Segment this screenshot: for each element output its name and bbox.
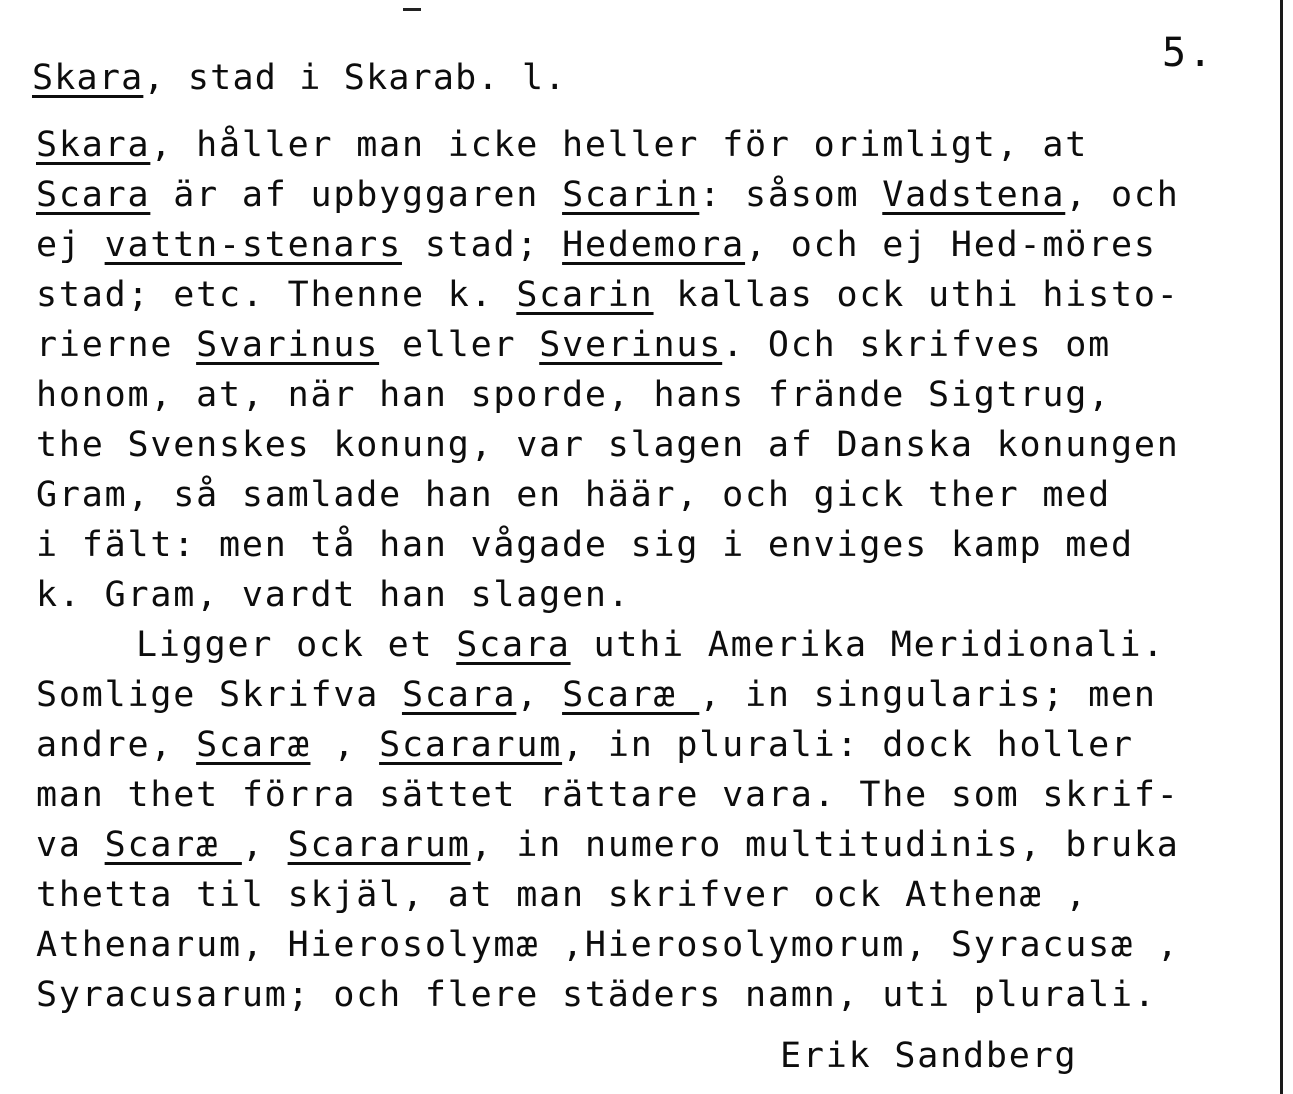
text-line: [36, 420, 1281, 470]
underlined-name: Scara: [456, 625, 571, 665]
text-line: [36, 270, 1281, 320]
text-segment: the Svenskes konung, var slagen af Danska konungen: [36, 425, 1180, 465]
text-segment: Ligger ock et: [136, 625, 457, 665]
underlined-name: Hedemora: [562, 225, 746, 265]
text-segment: , in numero multitudinis, bruka: [470, 825, 1180, 865]
underlined-name: Scararum: [287, 825, 471, 865]
text-segment: Athenarum, Hierosolymæ ,Hierosolymorum, Syracusæ ,: [36, 925, 1180, 965]
underlined-name: vattn-stenars: [104, 225, 402, 265]
underlined-name: Scaræ: [196, 725, 311, 765]
scan-speck: [403, 8, 421, 11]
underlined-name: Skara: [36, 125, 151, 165]
text-segment: stad;: [401, 225, 563, 265]
underlined-name: Scarin: [562, 175, 700, 215]
text-line: [36, 120, 1281, 170]
underlined-name: Svarinus: [196, 325, 380, 365]
text-line: [36, 220, 1281, 270]
text-segment: är af upbyggaren: [150, 175, 563, 215]
underlined-name: Vadstena: [882, 175, 1066, 215]
text-segment: eller: [379, 325, 540, 365]
underlined-name: Scara: [36, 175, 151, 215]
text-line: [36, 470, 1281, 520]
text-segment: , och ej Hed-möres: [745, 225, 1157, 265]
text-line: [36, 570, 1281, 620]
text-segment: stad; etc. Thenne k.: [36, 275, 517, 315]
text-segment: uthi Amerika Meridionali.: [570, 625, 1166, 665]
text-line: [36, 670, 1281, 720]
signature: Erik Sandberg: [780, 1036, 1078, 1076]
text-segment: kallas ock uthi histo-: [653, 275, 1180, 315]
text-segment: i fält: men tå han vågade sig i enviges kamp med: [36, 525, 1134, 565]
underlined-name: Scarin: [516, 275, 654, 315]
title-rest: , stad i Skarab. l.: [143, 58, 567, 98]
text-line: [36, 720, 1281, 770]
page-number: 5.: [1162, 30, 1215, 76]
text-segment: ,: [310, 725, 380, 765]
text-segment: Syracusarum; och flere städers namn, uti plurali.: [36, 975, 1157, 1015]
text-segment: , håller man icke heller för orimligt, at: [150, 125, 1089, 165]
text-segment: , in singularis; men: [699, 675, 1157, 715]
text-segment: andre,: [36, 725, 197, 765]
text-segment: : såsom: [699, 175, 883, 215]
title-place-name: Skara: [32, 58, 144, 98]
text-line: [36, 770, 1281, 820]
text-segment: rierne: [36, 325, 197, 365]
text-line: [36, 970, 1281, 1020]
text-line: [36, 870, 1281, 920]
text-line: [36, 820, 1281, 870]
underlined-name: Scararum: [379, 725, 563, 765]
text-segment: . Och skrifves om: [722, 325, 1112, 365]
text-segment: ,: [516, 675, 563, 715]
text-segment: man thet förra sättet rättare vara. The som skrif-: [36, 775, 1180, 815]
underlined-name: Sverinus: [539, 325, 723, 365]
text-line: [36, 920, 1281, 970]
text-segment: ej: [36, 225, 105, 265]
text-line: [36, 170, 1281, 220]
underlined-name: Scaræ: [104, 825, 242, 865]
text-segment: ,: [241, 825, 288, 865]
text-segment: thetta til skjäl, at man skrifver ock Athenæ ,: [36, 875, 1089, 915]
text-segment: va: [36, 825, 105, 865]
document-title: [32, 58, 567, 98]
text-line: [36, 370, 1281, 420]
text-segment: honom, at, när han sporde, hans frände Sigtrug,: [36, 375, 1111, 415]
underlined-name: Scara: [401, 675, 517, 715]
text-segment: , och: [1065, 175, 1180, 215]
text-line: [36, 520, 1281, 570]
text-segment: Somlige Skrifva: [36, 675, 402, 715]
text-segment: k. Gram, vardt han slagen.: [36, 575, 631, 615]
text-segment: Gram, så samlade han en häär, och gick ther med: [36, 475, 1111, 515]
text-segment: , in plurali: dock holler: [562, 725, 1134, 765]
text-line: [36, 620, 1281, 670]
underlined-name: Scaræ: [562, 675, 700, 715]
text-line: [36, 320, 1281, 370]
body-text: [36, 120, 1281, 1020]
